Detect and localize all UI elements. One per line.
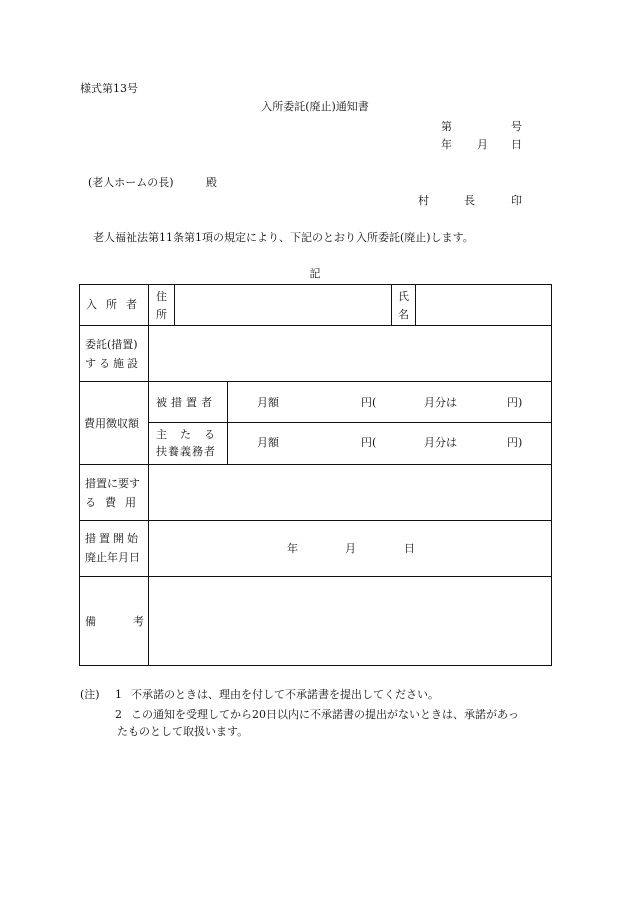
seal-mark: 印 (511, 194, 522, 207)
table-rule (79, 325, 552, 326)
table-column-rule (415, 284, 416, 325)
honorific: 殿 (206, 176, 217, 189)
fee-label: 費用徴収額 (84, 417, 139, 430)
sender-village: 村 (418, 194, 429, 207)
table-rule (79, 576, 552, 577)
name-label-top: 氏 (398, 290, 409, 303)
address-label-bottom: 所 (156, 308, 167, 321)
fee-row1-yen-close: 円) (507, 396, 523, 409)
resident-label: 入所者 (86, 298, 146, 311)
table-rule (148, 422, 552, 423)
start-label-bottom: 廃止年月日 (85, 551, 140, 564)
note-2-number: 2 (115, 708, 122, 721)
fee-row2-yen-open: 円( (361, 436, 377, 449)
table-column-rule (148, 284, 149, 666)
start-year: 年 (287, 542, 298, 555)
body-text: 老人福祉法第11条第1項の規定により、下記のとおり入所委託(廃止)します。 (93, 231, 474, 244)
fee-row1-label: 被措置者 (156, 396, 216, 409)
date-year: 年 (441, 138, 452, 151)
note-1-number: 1 (115, 688, 122, 701)
start-month: 月 (345, 542, 356, 555)
form-number: 様式第13号 (80, 82, 138, 95)
table-rule (79, 464, 552, 465)
table-border-left (79, 284, 80, 666)
fee-row2-monthly: 月額 (257, 436, 279, 449)
date-month: 月 (477, 138, 488, 151)
start-day: 日 (404, 542, 415, 555)
table-column-rule (174, 284, 175, 325)
remarks-label: 備考 (85, 615, 181, 628)
notes-prefix: (注) (80, 688, 100, 701)
fee-row2-label-bottom: 扶養義務者 (156, 445, 216, 458)
fee-row2-label-top: 主たる (156, 428, 228, 441)
facility-label-top: 委託(措置) (85, 338, 138, 351)
table-border-right (551, 284, 552, 666)
doc-number-prefix: 第 (441, 120, 452, 133)
table-rule (79, 520, 552, 521)
table-column-rule (227, 381, 228, 464)
note-2-text-continued: たものとして取扱います。 (117, 725, 249, 738)
note-1-text: 不承諾のときは、理由を付して不承諾書を提出してください。 (131, 688, 439, 701)
note-2-text: この通知を受理してから20日以内に不承諾書の提出がないときは、承諾があっ (131, 708, 519, 721)
table-border-top (79, 284, 552, 285)
fee-row2-yen-close: 円) (507, 436, 523, 449)
fee-row2-month-part: 月分は (424, 436, 457, 449)
facility-label-bottom: する施設 (85, 357, 141, 370)
table-rule (79, 381, 552, 382)
addressee: (老人ホームの長) (88, 176, 174, 189)
document-title: 入所委託(廃止)通知書 (261, 100, 369, 113)
sender-head: 長 (464, 194, 475, 207)
address-label-top: 住 (156, 290, 167, 303)
ki-heading: 記 (309, 267, 321, 280)
table-column-rule (391, 284, 392, 325)
cost-label-bottom: る費用 (85, 496, 145, 509)
start-label-top: 措置開始 (85, 532, 141, 545)
name-label-bottom: 名 (398, 308, 409, 321)
date-day: 日 (511, 138, 522, 151)
fee-row1-yen-open: 円( (361, 396, 377, 409)
table-border-bottom (79, 665, 552, 666)
fee-row1-monthly: 月額 (257, 396, 279, 409)
fee-row1-month-part: 月分は (424, 396, 457, 409)
doc-number-suffix: 号 (511, 120, 522, 133)
cost-label-top: 措置に要す (85, 477, 140, 490)
